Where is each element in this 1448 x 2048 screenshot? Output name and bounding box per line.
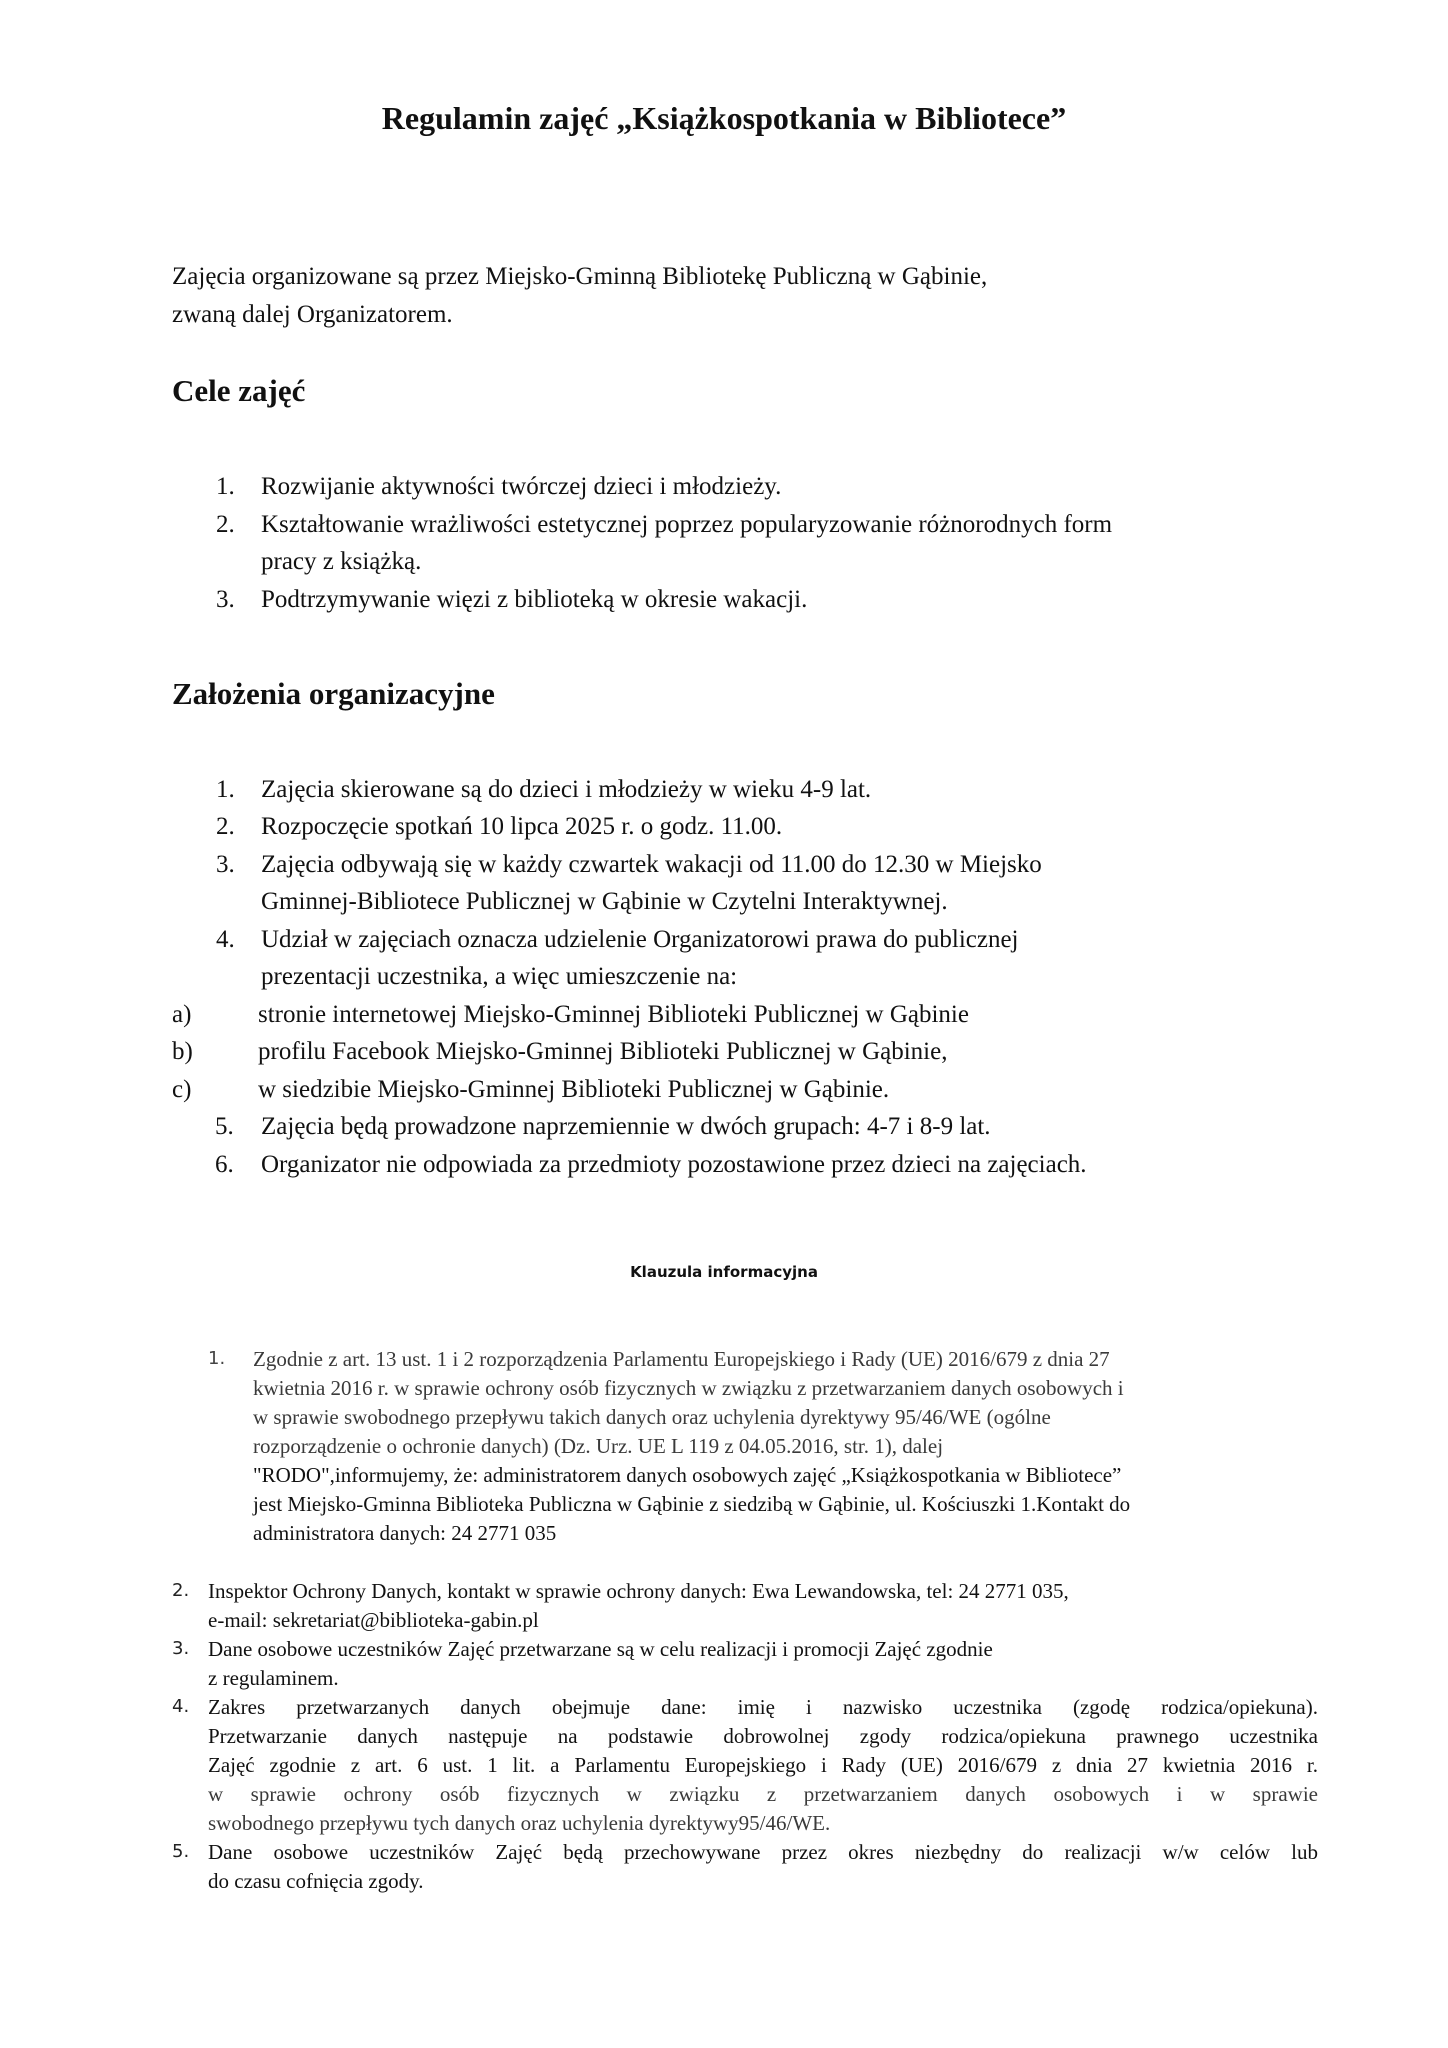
list-number: 1. (216, 776, 235, 803)
list-number: 6. (215, 1151, 234, 1178)
list-item: Rozwijanie aktywności twórczej dzieci i młodzieży. (261, 473, 782, 500)
klauzula-item-line: Przetwarzanie danych następuje na podstawie dobrowolnej zgody rodzica/opiekuna prawnego uczestnika (208, 1724, 1318, 1748)
klauzula-item-line: kwietnia 2016 r. w sprawie ochrony osób fizycznych w związku z przetwarzaniem danych osobowych i (253, 1376, 1124, 1400)
sublist-item: profilu Facebook Miejsko-Gminnej Biblioteki Publicznej w Gąbinie, (258, 1038, 948, 1065)
klauzula-number: 4. (172, 1696, 190, 1717)
klauzula-item-line: e-mail: sekretariat@biblioteka-gabin.pl (208, 1608, 539, 1632)
intro-line: Zajęcia organizowane są przez Miejsko-Gminną Bibliotekę Publiczną w Gąbinie, (172, 263, 988, 290)
klauzula-item: Dane osobowe uczestników Zajęć będą przechowywane przez okres niezbędny do realizacji w/w celów lub (208, 1840, 1318, 1864)
klauzula-item-line: swobodnego przepływu tych danych oraz uchylenia dyrektywy95/46/WE. (208, 1811, 831, 1835)
klauzula-item-line: administratora danych: 24 2771 035 (253, 1521, 557, 1545)
intro-line: zwaną dalej Organizatorem. (172, 301, 453, 328)
list-number: 5. (215, 1113, 234, 1140)
klauzula-item-line: jest Miejsko-Gminna Biblioteka Publiczna w Gąbinie z siedzibą w Gąbinie, ul. Kościuszki 1.Kontakt do (253, 1492, 1131, 1516)
sublist-letter: a) (172, 1001, 192, 1028)
klauzula-heading: Klauzula informacyjna (630, 1263, 818, 1281)
sublist-item: stronie internetowej Miejsko-Gminnej Biblioteki Publicznej w Gąbinie (258, 1001, 969, 1028)
klauzula-number: 5. (172, 1841, 190, 1862)
list-number: 4. (216, 926, 235, 953)
list-item: Zajęcia będą prowadzone naprzemiennie w dwóch grupach: 4-7 i 8-9 lat. (261, 1113, 991, 1140)
klauzula-item-line: w sprawie ochrony osób fizycznych w związku z przetwarzaniem danych osobowych i w sprawie (208, 1782, 1318, 1806)
klauzula-item-line: Zajęć zgodnie z art. 6 ust. 1 lit. a Parlamentu Europejskiego i Rady (UE) 2016/679 z dnia 27 kwietnia 2016 r. (208, 1753, 1318, 1777)
list-item: Kształtowanie wrażliwości estetycznej poprzez popularyzowanie różnorodnych form (261, 511, 1113, 538)
klauzula-item: Zgodnie z art. 13 ust. 1 i 2 rozporządzenia Parlamentu Europejskiego i Rady (UE) 2016/679 z dnia 27 (253, 1347, 1110, 1371)
list-number: 1. (216, 473, 235, 500)
list-item-continuation: pracy z książką. (261, 548, 422, 575)
klauzula-item-line: z regulaminem. (208, 1666, 339, 1690)
list-item: Udział w zajęciach oznacza udzielenie Organizatorowi prawa do publicznej (261, 926, 1019, 953)
list-item: Podtrzymywanie więzi z biblioteką w okresie wakacji. (261, 586, 808, 613)
klauzula-item-line: "RODO",informujemy, że: administratorem danych osobowych zajęć „Książkospotkania w Bibliotece” (253, 1463, 1122, 1487)
section-heading-cele: Cele zajęć (172, 373, 306, 408)
klauzula-item: Dane osobowe uczestników Zajęć przetwarzane są w celu realizacji i promocji Zajęć zgodnie (208, 1637, 993, 1661)
klauzula-item: Inspektor Ochrony Danych, kontakt w sprawie ochrony danych: Ewa Lewandowska, tel: 24 2771 035, (208, 1579, 1069, 1603)
list-item-continuation: Gminnej-Bibliotece Publicznej w Gąbinie w Czytelni Interaktywnej. (261, 888, 948, 915)
list-item-continuation: prezentacji uczestnika, a więc umieszczenie na: (261, 963, 738, 990)
list-number: 3. (216, 851, 235, 878)
klauzula-item-line: rozporządzenie o ochronie danych) (Dz. Urz. UE L 119 z 04.05.2016, str. 1), dalej (253, 1434, 944, 1458)
list-item: Zajęcia skierowane są do dzieci i młodzieży w wieku 4-9 lat. (261, 776, 872, 803)
document-title: Regulamin zajęć „Książkospotkania w Bibliotece” (381, 100, 1067, 136)
klauzula-number: 3. (172, 1638, 190, 1659)
klauzula-item-line: w sprawie swobodnego przepływu takich danych oraz uchylenia dyrektywy 95/46/WE (ogólne (253, 1405, 1051, 1429)
list-number: 2. (216, 813, 235, 840)
list-item: Rozpoczęcie spotkań 10 lipca 2025 r. o godz. 11.00. (261, 813, 783, 840)
section-heading-zalozenia: Założenia organizacyjne (172, 676, 495, 711)
klauzula-item-line: do czasu cofnięcia zgody. (208, 1869, 424, 1893)
sublist-letter: c) (172, 1076, 192, 1103)
klauzula-number: 2. (172, 1580, 190, 1601)
sublist-item: w siedzibie Miejsko-Gminnej Biblioteki Publicznej w Gąbinie. (258, 1076, 890, 1103)
list-number: 2. (216, 511, 235, 538)
klauzula-number: 1. (208, 1348, 226, 1369)
list-item: Zajęcia odbywają się w każdy czwartek wakacji od 11.00 do 12.30 w Miejsko (261, 851, 1042, 878)
sublist-letter: b) (172, 1038, 193, 1065)
list-item: Organizator nie odpowiada za przedmioty pozostawione przez dzieci na zajęciach. (261, 1151, 1087, 1178)
list-number: 3. (216, 586, 235, 613)
klauzula-item: Zakres przetwarzanych danych obejmuje dane: imię i nazwisko uczestnika (zgodę rodzica/opiekuna). (208, 1695, 1318, 1719)
